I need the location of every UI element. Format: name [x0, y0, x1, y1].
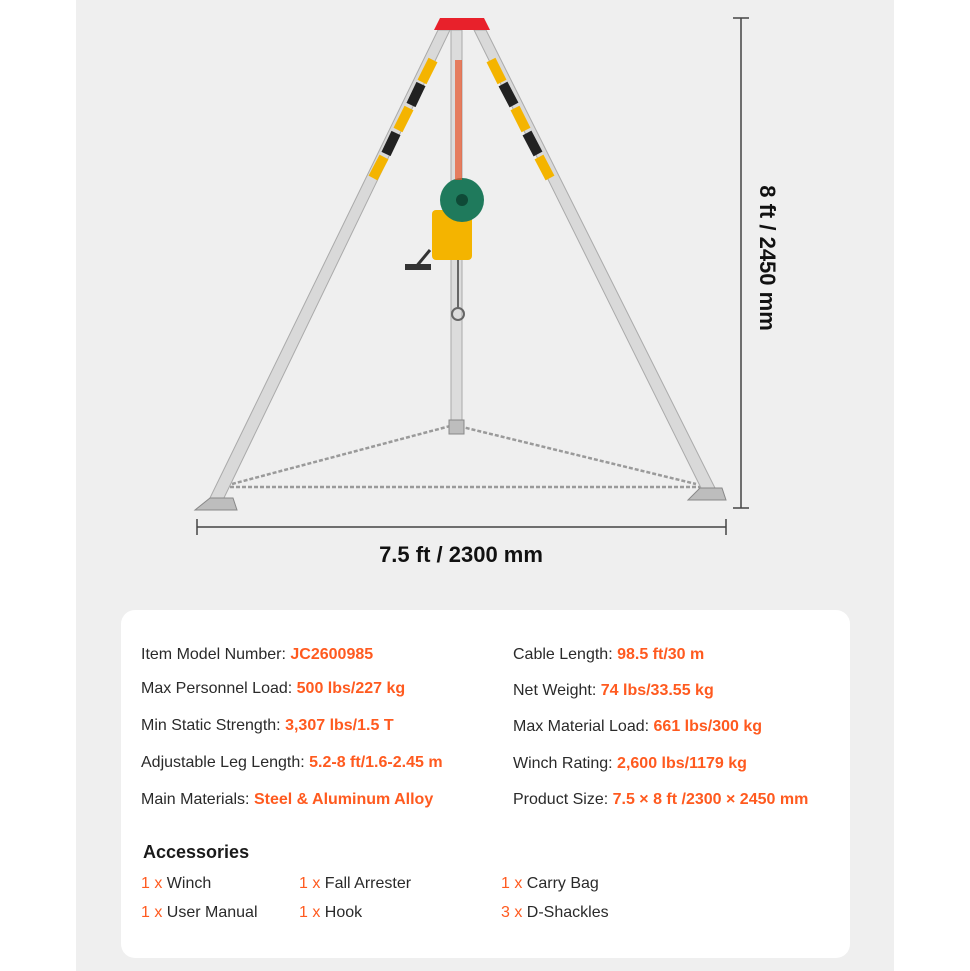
accessory-qty: 1 x [141, 904, 163, 921]
spec-value: Steel & Aluminum Alloy [253, 791, 434, 808]
width-dimension-line [197, 519, 726, 535]
spec-value: 98.5 ft/30 m [617, 646, 705, 663]
spec-max-personnel-load [141, 680, 405, 698]
width-dimension-label: 7.5 ft / 2300 mm [379, 542, 543, 567]
accessory-name: Carry Bag [526, 875, 599, 892]
height-dimension-line [733, 18, 749, 508]
spec-value: 74 lbs/33.55 kg [600, 682, 714, 699]
spec-label: Product Size: [513, 791, 609, 808]
spec-net-weight [513, 682, 714, 700]
spec-label: Main Materials: [141, 791, 250, 808]
height-dimension-label: 8 ft / 2450 mm [755, 185, 780, 331]
accessory-qty: 3 x [501, 904, 523, 921]
leg-chain [230, 425, 700, 487]
accessory-item [501, 904, 609, 922]
spec-value: JC2600985 [290, 646, 374, 663]
spec-value: 5.2-8 ft/1.6-2.45 m [309, 754, 443, 771]
spec-value: 661 lbs/300 kg [653, 718, 763, 735]
accessory-item [299, 904, 362, 922]
spec-winch-rating [513, 755, 747, 773]
spec-value: 2,600 lbs/1179 kg [617, 755, 747, 772]
spec-cable-length [513, 646, 704, 664]
spec-model-number [141, 646, 373, 664]
accessory-item [299, 875, 411, 893]
spec-label: Net Weight: [513, 682, 597, 699]
spec-product-size [513, 791, 808, 809]
accessory-item [141, 875, 211, 893]
spec-label: Item Model Number: [141, 646, 286, 663]
spec-card [121, 610, 850, 958]
spec-label: Winch Rating: [513, 755, 613, 772]
spec-value: 7.5 × 8 ft /2300 × 2450 mm [612, 791, 809, 808]
spec-label: Min Static Strength: [141, 717, 281, 734]
spec-value: 500 lbs/227 kg [296, 680, 406, 697]
spec-max-material-load [513, 718, 762, 736]
spec-label: Max Personnel Load: [141, 680, 293, 697]
accessory-name: Hook [324, 904, 363, 921]
accessory-item [141, 904, 258, 922]
accessory-qty: 1 x [299, 904, 321, 921]
accessory-name: Fall Arrester [324, 875, 412, 892]
accessory-item [501, 875, 599, 893]
spec-label: Adjustable Leg Length: [141, 754, 305, 771]
accessories-title: Accessories [143, 842, 250, 862]
spec-value: 3,307 lbs/1.5 T [285, 717, 394, 734]
accessory-name: Winch [166, 875, 212, 892]
accessory-name: D-Shackles [526, 904, 609, 921]
tripod-head [434, 18, 490, 30]
spec-label: Cable Length: [513, 646, 613, 663]
spec-label: Max Material Load: [513, 718, 650, 735]
spec-main-materials [141, 791, 433, 809]
accessory-qty: 1 x [501, 875, 523, 892]
accessory-qty: 1 x [299, 875, 321, 892]
spec-min-static-strength [141, 717, 394, 735]
spec-adjustable-leg-length [141, 754, 443, 772]
accessory-qty: 1 x [141, 875, 163, 892]
accessory-name: User Manual [166, 904, 258, 921]
